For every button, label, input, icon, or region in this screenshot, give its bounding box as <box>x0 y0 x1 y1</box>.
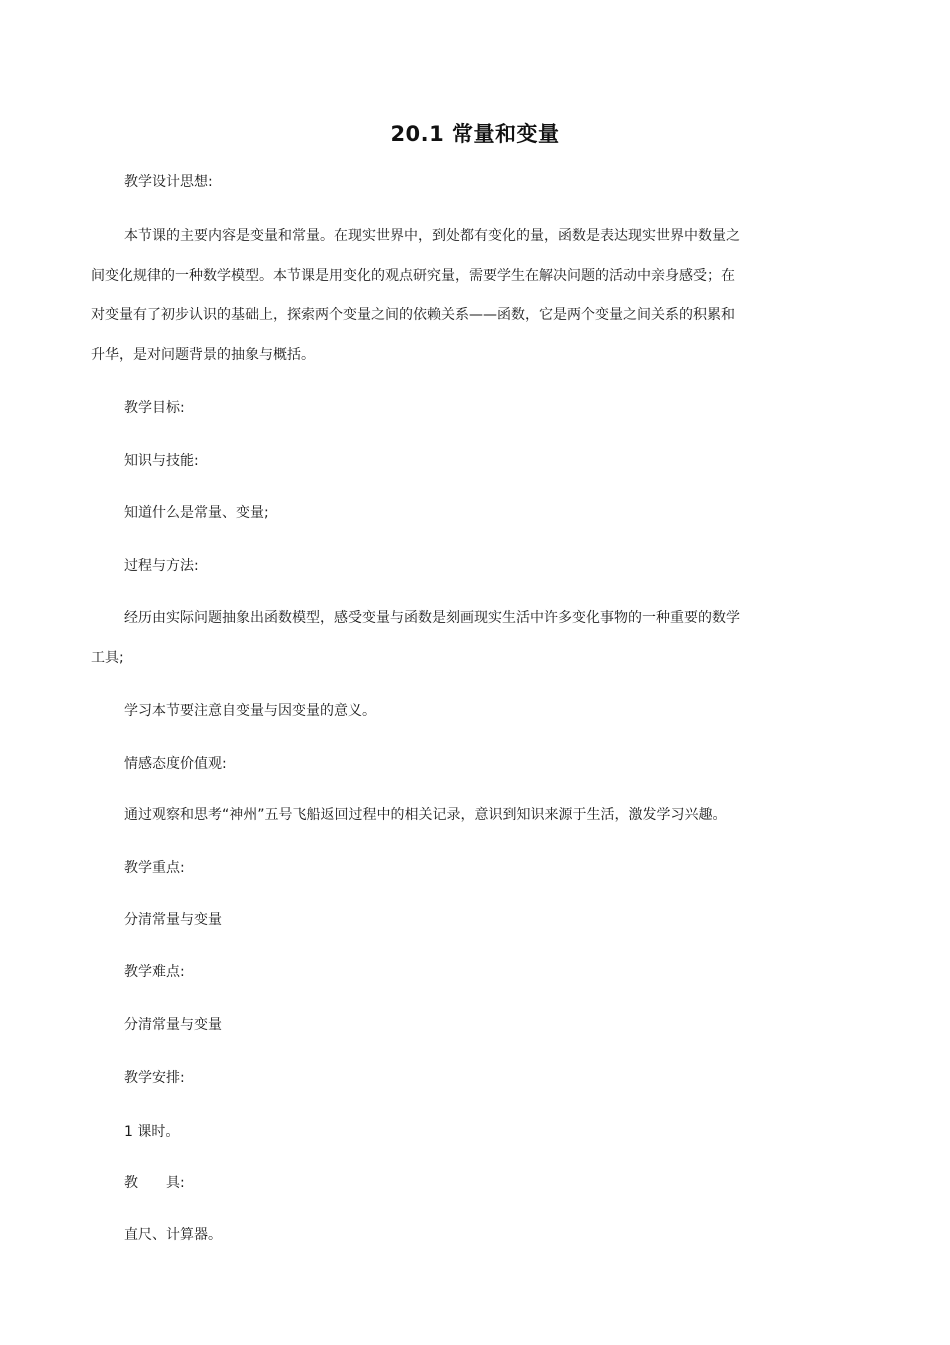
section-heading-objectives: 教学目标: <box>124 400 185 416</box>
teaching-tools-char-1: 教 <box>124 1175 138 1191</box>
text-knowledge-skills: 知道什么是常量、变量; <box>124 505 269 521</box>
subheading-process-method: 过程与方法: <box>124 558 199 574</box>
section-heading-key-point: 教学重点: <box>124 860 185 876</box>
subheading-emotion-values: 情感态度价值观: <box>124 756 227 772</box>
section-heading-teaching-tools <box>124 1173 185 1193</box>
text-variable-meaning: 学习本节要注意自变量与因变量的意义。 <box>124 703 376 719</box>
section-heading-arrangement: 教学安排: <box>124 1070 185 1086</box>
paragraph-line-3: 对变量有了初步认识的基础上，探索两个变量之间的依赖关系——函数，它是两个变量之间关系的积累和 <box>91 307 735 323</box>
paragraph-process-line-2: 工具; <box>91 650 124 666</box>
text-teaching-tools: 直尺、计算器。 <box>124 1227 222 1243</box>
text-arrangement: 1 课时。 <box>124 1124 180 1140</box>
text-difficulty: 分清常量与变量 <box>124 1017 222 1033</box>
paragraph-line-4: 升华，是对问题背景的抽象与概括。 <box>91 347 315 363</box>
teaching-tools-char-2: 具: <box>166 1175 185 1191</box>
paragraph-line-1: 本节课的主要内容是变量和常量。在现实世界中，到处都有变化的量，函数是表达现实世界中数量之 <box>124 228 740 244</box>
subheading-knowledge-skills: 知识与技能: <box>124 453 199 469</box>
section-heading-difficulty: 教学难点: <box>124 964 185 980</box>
paragraph-line-2: 间变化规律的一种数学模型。本节课是用变化的观点研究量，需要学生在解决问题的活动中亲身感受；在 <box>91 268 735 284</box>
text-emotion-values: 通过观察和思考“神州”五号飞船返回过程中的相关记录，意识到知识来源于生活，激发学习兴趣。 <box>124 807 727 823</box>
paragraph-process-line-1: 经历由实际问题抽象出函数模型，感受变量与函数是刻画现实生活中许多变化事物的一种重要的数学 <box>124 610 740 626</box>
section-heading-design-idea: 教学设计思想: <box>124 174 213 190</box>
document-title: 20.1 常量和变量 <box>390 122 560 146</box>
text-key-point: 分清常量与变量 <box>124 912 222 928</box>
